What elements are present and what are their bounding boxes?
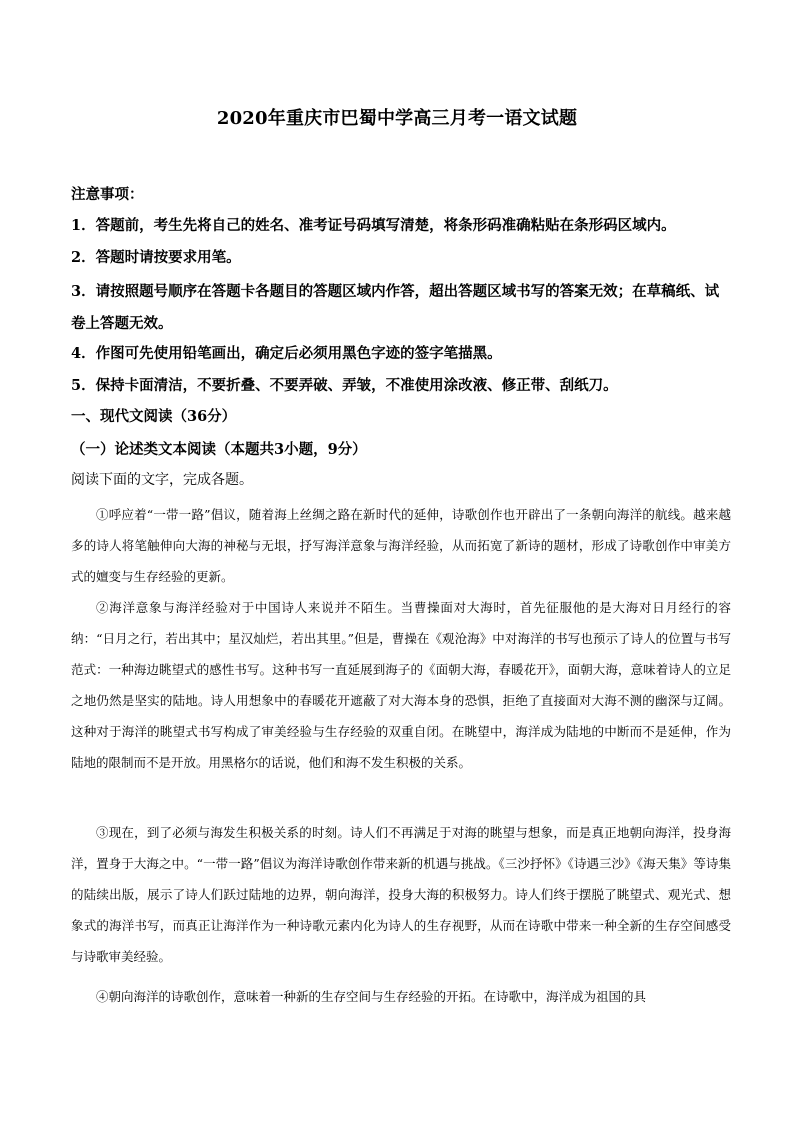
subsection-heading: （一）论述类文本阅读（本题共3小题，9分） <box>71 441 367 458</box>
reading-instruction: 阅读下面的文字，完成各题。 <box>71 472 253 488</box>
passage-paragraph-2: ②海洋意象与海洋经验对于中国诗人来说并不陌生。当曹操面对大海时，首先征服他的是大海对日月经行的容纳：“日月之行，若出其中；星汉灿烂，若出其里。”但是，曹操在《观沧海》中对海洋的书写也预示了诗人的位置与书写范式：一种海边眺望式的感性书写。这种书写一直延展到海子的《面朝大海，春暖花开》，面朝大海，意味着诗人的立足之地仍然是坚实的陆地。诗人用想象中的春暖花开遮蔽了对大海本身的恐惧，拒绝了直接面对大海不测的幽深与辽阔。这种对于海洋的眺望式书写构成了审美经验与生存经验的双重自闭。在眺望中，海洋成为陆地的中断而不是延伸，作为陆地的限制而不是开放。用黑格尔的话说，他们和海不发生积极的关系。 <box>71 600 731 770</box>
note-item-1: 1．答题前，考生先将自己的姓名、准考证号码填写清楚，将条形码准确粘贴在条形码区域内。 <box>71 217 676 234</box>
document-title: 2020年重庆市巴蜀中学高三月考一语文试题 <box>216 108 578 129</box>
passage-paragraph-3: ③现在，到了必须与海发生积极关系的时刻。诗人们不再满足于对海的眺望与想象，而是真正地朝向海洋，投身海洋，置身于大海之中。“一带一路”倡议为海洋诗歌创作带来新的机遇与挑战。《三沙抒怀》《诗遇三沙》《海天集》等诗集的陆续出版，展示了诗人们跃过陆地的边界，朝向海洋，投身大海的积极努力。诗人们终于摆脱了眺望式、观光式、想象式的海洋书写，而真正让海洋作为一种诗歌元素内化为诗人的生存视野，从而在诗歌中带来一种全新的生存空间感受与诗歌审美经验。 <box>71 825 731 964</box>
notes-heading: 注意事项： <box>71 186 144 203</box>
note-item-4: 4．作图可先使用铅笔画出，确定后必须用黑色字迹的签字笔描黑。 <box>71 345 502 362</box>
passage-paragraph-4: ④朝向海洋的诗歌创作，意味着一种新的生存空间与生存经验的开拓。在诗歌中，海洋成为祖国的具 <box>96 989 647 1004</box>
section-heading: 一、现代文阅读（36分） <box>71 408 237 425</box>
note-item-3: 3．请按照题号顺序在答题卡各题目的答题区域内作答，超出答题区域书写的答案无效；在草稿纸、试卷上答题无效。 <box>71 283 720 332</box>
passage-paragraph-1: ①呼应着“一带一路”倡议，随着海上丝绸之路在新时代的延伸，诗歌创作也开辟出了一条朝向海洋的航线。越来越多的诗人将笔触伸向大海的神秘与无垠，抒写海洋意象与海洋经验，从而拓宽了新诗的题材，形成了诗歌创作中审美方式的嬗变与生存经验的更新。 <box>71 507 731 584</box>
note-item-2: 2．答题时请按要求用笔。 <box>71 249 241 266</box>
note-item-5: 5．保持卡面清洁，不要折叠、不要弄破、弄皱，不准使用涂改液、修正带、刮纸刀。 <box>71 377 618 394</box>
